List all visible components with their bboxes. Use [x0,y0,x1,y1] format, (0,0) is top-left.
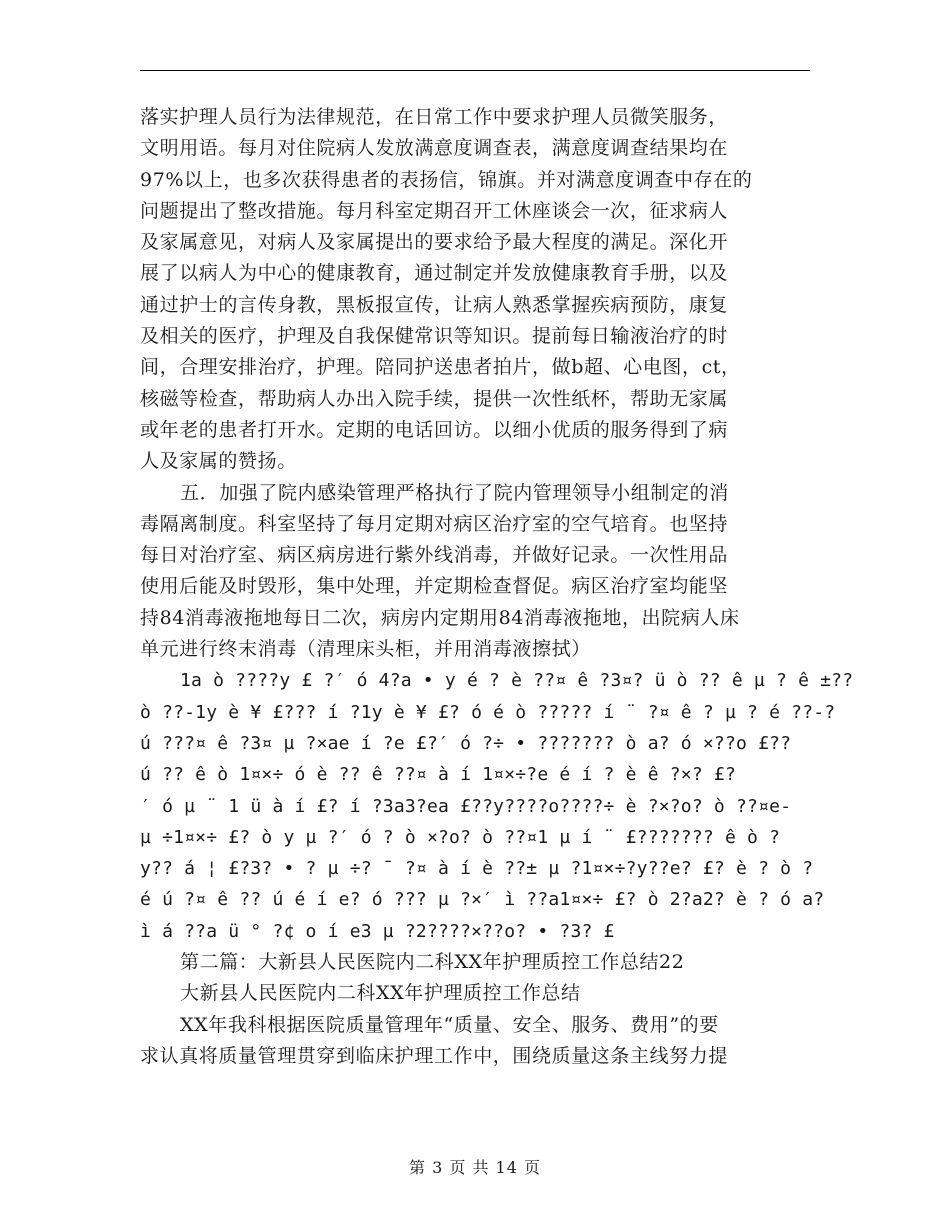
text-line: 人及家属的赞扬。 [140,450,297,473]
garbled-text-line: ú ???¤ ê ?3¤ µ ?×ae í ?e £?′ ó ?÷ • ??????? ò a? ó ×??o £?? [140,732,792,754]
text-line: 五．加强了院内感染管理严格执行了院内管理领导小组制定的消 [180,481,729,504]
page-footer: 第 3 页 共 14 页 [409,1158,541,1177]
text-line: 落实护理人员行为法律规范，在日常工作中要求护理人员微笑服务， [140,106,729,128]
text-line: 通过护士的言传身教，黑板报宣传，让病人熟悉掌握疾病预防，康复 [140,293,729,316]
text-line: 单元进行终末消毒（清理床头柜，并用消毒液擦拭） [140,638,591,661]
text-line: 持84消毒液拖地每日二次，病房内定期用84消毒液拖地，出院病人床 [140,606,740,629]
text-line: 及家属意见，对病人及家属提出的要求给予最大程度的满足。深化开 [140,231,729,254]
document-body [140,102,854,1072]
garbled-text-line: µ ÷1¤×÷ £? ò y µ ?′ ó ? ò ×?o? ò ??¤1 µ í ¨ £??????? ê ò ? [140,826,781,848]
garbled-text-line: ò ??-1y è ¥ £??? í ?1y è ¥ £? ó é ò ????? í ¨ ?¤ ê ? µ ? é ??-? [140,701,836,723]
text-line: 97%以上，也多次获得患者的表扬信，锦旗。并对满意度调查中存在的 [140,168,753,191]
text-line: 第二篇：大新县人民医院内二科XX年护理质控工作总结22 [180,951,685,974]
text-line: 及相关的医疗，护理及自我保健常识等知识。提前每日输液治疗的时 [140,325,729,348]
text-line: 大新县人民医院内二科XX年护理质控工作总结 [180,982,581,1005]
text-line: XX年我科根据医院质量管理年“质量、安全、服务、费用”的要 [180,1013,719,1036]
text-line: 问题提出了整改措施。每月科室定期召开工休座谈会一次，征求病人 [140,199,729,222]
garbled-text-line: ú ?? ê ò 1¤×÷ ó è ?? ê ??¤ à í 1¤×÷?e é í ? è ê ?×? £? [140,764,736,786]
header-rule [140,70,810,71]
garbled-text-line: é ú ?¤ ê ?? ú é í e? ó ??? µ ?×′ ì ??a1¤×÷ £? ò 2?a2? è ? ó a? [140,889,825,911]
text-line: 核磁等检查，帮助病人办出入院手续，提供一次性纸杯，帮助无家属 [140,387,729,410]
garbled-text-line: ì á ??a ü ° ?¢ o í e3 µ ?2????×??o? • ?3? £ [140,920,615,942]
text-line: 文明用语。每月对住院病人发放满意度调查表，满意度调查结果均在 [140,137,729,160]
garbled-text-line: 1a ò ????y £ ?′ ó 4?a • y é ? è ??¤ ê ?3¤? ü ò ?? ê µ ? ê ±?? [180,670,854,692]
text-line: 使用后能及时毁形，集中处理，并定期检查督促。病区治疗室均能坚 [140,575,729,598]
text-line: 求认真将质量管理贯穿到临床护理工作中，围绕质量这条主线努力提 [140,1044,729,1067]
garbled-text-line: y?? á ¦ £?3? • ? µ ÷? ¯ ?¤ à í è ??± µ ?1¤×÷?y??e? £? è ? ò ? [140,858,814,880]
text-line: 或年老的患者打开水。定期的电话回访。以细小优质的服务得到了病 [140,418,729,441]
text-line: 每日对治疗室、病区病房进行紫外线消毒，并做好记录。一次性用品 [140,544,729,567]
garbled-text-line: ′ ó µ ¨ 1 ü à í £? í ?3a3?ea £??y????o????÷ è ?×?o? ò ??¤e- [140,795,792,817]
text-line: 间，合理安排治疗，护理。陪同护送患者拍片，做b超、心电图，ct， [140,356,741,379]
text-line: 毒隔离制度。科室坚持了每月定期对病区治疗室的空气培育。也坚持 [140,512,729,535]
text-line: 展了以病人为中心的健康教育，通过制定并发放健康教育手册，以及 [140,262,729,285]
